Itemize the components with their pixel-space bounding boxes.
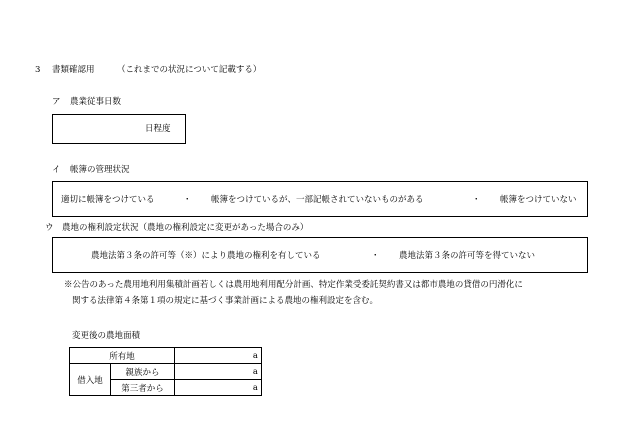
bookkeeping-separator-2: ・ xyxy=(472,195,481,205)
land-rights-note-line1: ※公告のあった農用地利用集積計画若しくは農用地利用配分計画、特定作業受委託契約書又は都市農地の貸借の円滑化に xyxy=(64,280,523,290)
section-note: （これまでの状況について記載する） xyxy=(117,65,262,75)
from-third-party-label: 第三者から xyxy=(111,380,175,396)
item-u-title: 農地の権利設定状況（農地の権利設定に変更があった場合のみ） xyxy=(62,223,309,233)
relatives-area-cell[interactable]: a xyxy=(175,364,262,380)
table-row xyxy=(70,348,262,364)
leased-label: 借入地 xyxy=(70,364,111,396)
owned-label: 所有地 xyxy=(70,348,175,364)
bookkeeping-separator-1: ・ xyxy=(183,195,192,205)
owned-area-cell[interactable]: a xyxy=(175,348,262,364)
item-u-mark: ウ xyxy=(45,223,54,233)
item-i-title: 帳簿の管理状況 xyxy=(70,165,130,175)
bookkeeping-option-none[interactable]: 帳簿をつけていない xyxy=(500,195,577,205)
table-row xyxy=(70,364,262,380)
land-area-table xyxy=(69,347,262,396)
bookkeeping-option-partial[interactable]: 帳簿をつけているが、一部記帳されていないものがある xyxy=(211,195,424,205)
bookkeeping-option-proper[interactable]: 適切に帳簿をつけている xyxy=(61,195,155,205)
land-rights-options-box xyxy=(52,237,588,273)
bookkeeping-options-box xyxy=(52,181,588,217)
land-rights-separator: ・ xyxy=(371,251,380,261)
land-rights-option-not[interactable]: 農地法第３条の許可等を得ていない xyxy=(399,251,536,261)
from-relatives-label: 親族から xyxy=(111,364,175,380)
area-title: 変更後の農地面積 xyxy=(72,331,141,341)
item-a-mark: ア xyxy=(52,97,61,107)
third-party-area-cell[interactable]: a xyxy=(175,380,262,396)
land-rights-option-have[interactable]: 農地法第３条の許可等（※）により農地の権利を有している xyxy=(91,251,321,261)
farming-days-unit: 日程度 xyxy=(145,124,171,134)
land-rights-note-line2: 関する法律第４条第１項の規定に基づく事業計画による農地の権利設定を含む。 xyxy=(72,296,379,306)
section-title: 書類確認用 xyxy=(52,65,95,75)
item-a-title: 農業従事日数 xyxy=(70,97,122,107)
section-number: 3 xyxy=(35,65,41,75)
farming-days-box[interactable] xyxy=(52,114,186,144)
item-i-mark: イ xyxy=(52,165,61,175)
